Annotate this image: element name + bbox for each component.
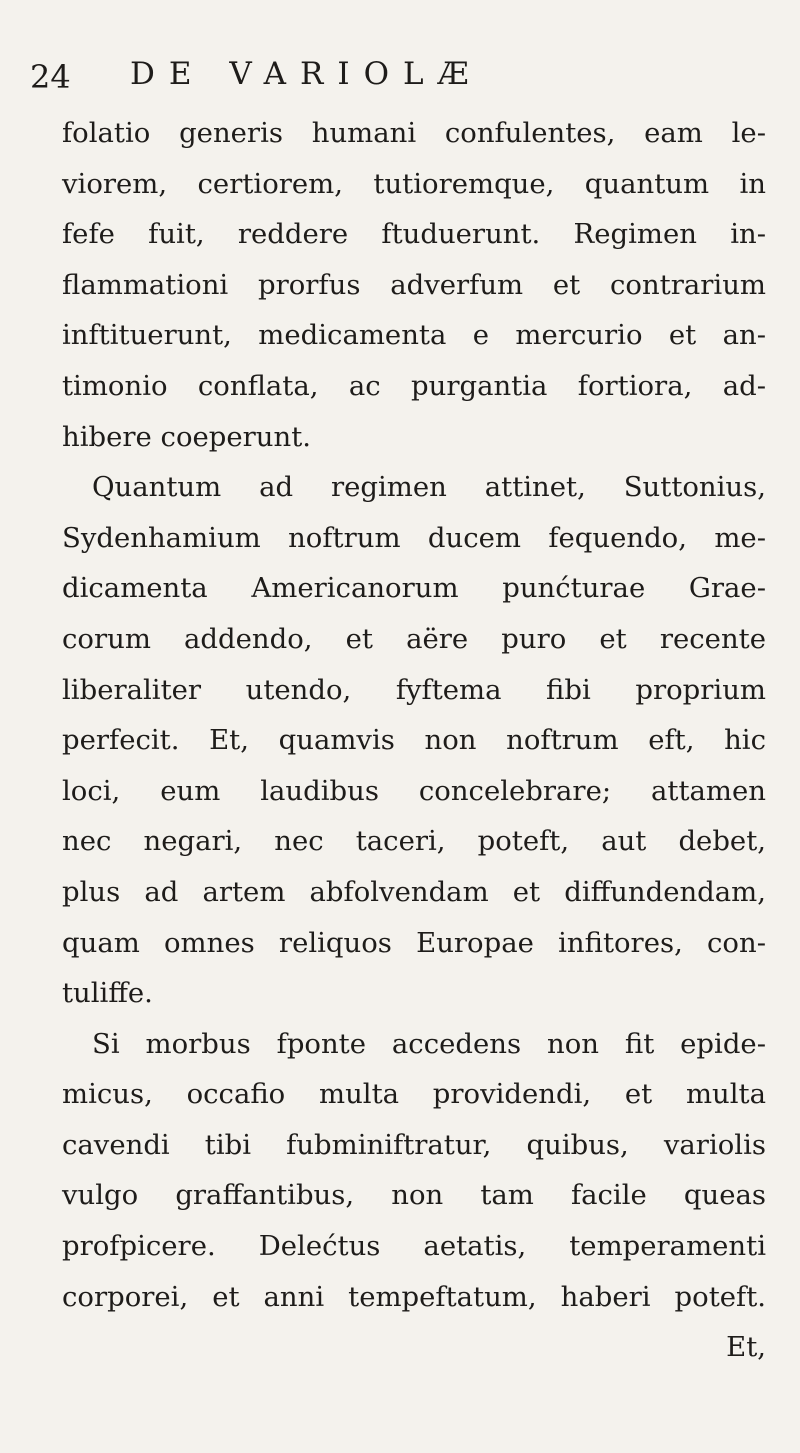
text-line: folatio generis humani confulentes, eam le- — [62, 117, 766, 149]
text-line: cavendi tibi fubminiftratur, quibus, variolis — [62, 1128, 766, 1161]
text-line: inftituerunt, medicamenta e mercurio et an- — [62, 319, 766, 352]
text-line: Quantum ad regimen attinet, Suttonius, — [92, 471, 766, 504]
text-line: corporei, et anni tempeftatum, haberi poteft. — [62, 1280, 766, 1313]
page-body — [62, 108, 766, 1373]
text-line: nec negari, nec taceri, poteft, aut debet, — [62, 825, 766, 858]
text-line: fefe fuit, reddere ftuduerunt. Regimen in- — [62, 218, 766, 251]
text-line: Sydenhamium noftrum ducem fequendo, me- — [62, 521, 766, 554]
text-line: profpicere. Delećtus aetatis, temperamenti — [62, 1230, 766, 1263]
text-line: plus ad artem abfolvendam et diffundendam, — [62, 875, 766, 908]
text-line: flammationi prorfus adverfum et contrarium — [62, 268, 766, 301]
text-line: liberaliter utendo, fyftema fibi proprium — [62, 673, 766, 706]
text-line: quam omnes reliquos Europae infitores, con- — [62, 926, 766, 959]
text-line: vulgo graffantibus, non tam facile queas — [62, 1179, 766, 1212]
running-title: DE VARIOLÆ — [130, 56, 483, 92]
text-line: hibere coeperunt. — [62, 420, 312, 453]
text-line: viorem, certiorem, tutioremque, quantum in — [62, 167, 766, 200]
text-line: timonio conflata, ac purgantia fortiora, ad- — [62, 369, 766, 402]
catchword: Et, — [726, 1331, 766, 1364]
page-number: 24 — [30, 58, 71, 96]
text-line: tuliffe. — [62, 977, 153, 1010]
text-line: Si morbus fponte accedens non fit epide- — [92, 1027, 766, 1060]
text-line: loci, eum laudibus concelebrare; attamen — [62, 774, 766, 807]
text-line: dicamenta Americanorum punćturae Grae- — [62, 572, 766, 605]
text-line: corum addendo, et aëre puro et recente — [62, 622, 766, 655]
text-line: perfecit. Et, quamvis non noftrum eft, hic — [62, 724, 766, 757]
text-line: micus, occafio multa providendi, et multa — [62, 1078, 766, 1111]
